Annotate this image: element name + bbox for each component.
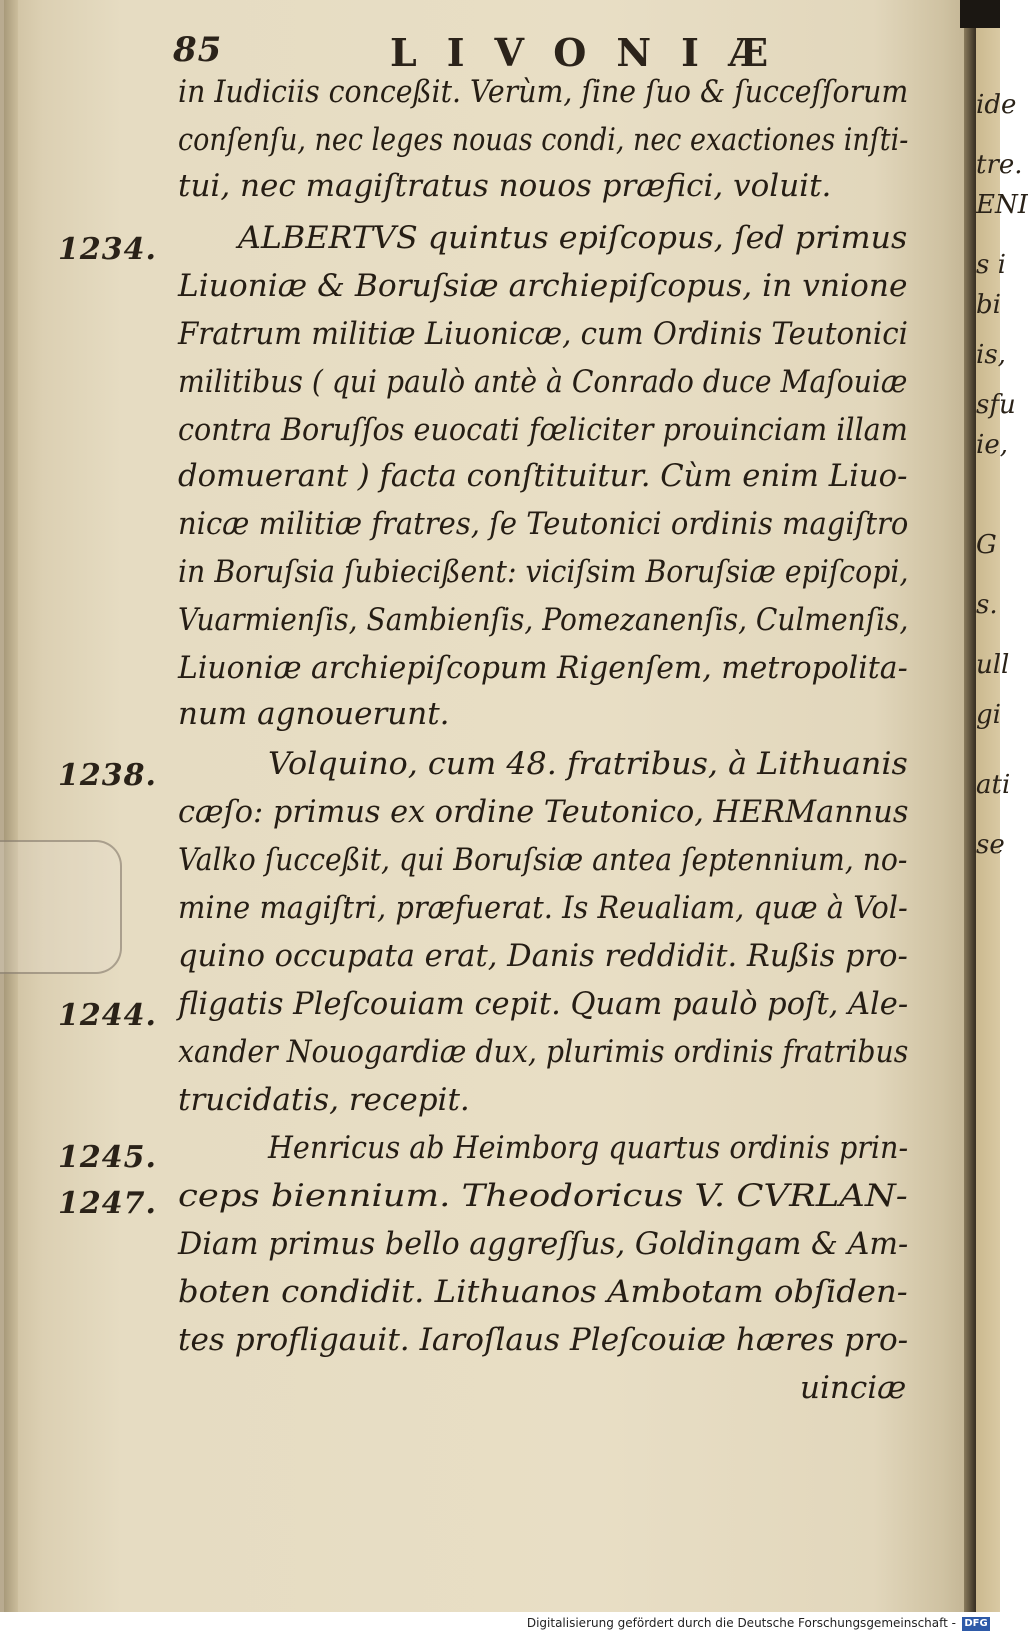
text-line: conſenſu, nec leges nouas condi, nec exactiones inſti- bbox=[178, 122, 909, 158]
facing-page-fragment: ENI bbox=[976, 190, 1028, 220]
page-number: 85 bbox=[173, 30, 223, 70]
facing-page-fragment: G bbox=[976, 530, 997, 560]
plastic-clip bbox=[0, 840, 122, 974]
facing-page-fragment: ull bbox=[976, 650, 1010, 680]
text-line: militibus ( qui paulò antè à Conrado duce Maſouiæ bbox=[178, 364, 908, 400]
page-edge bbox=[4, 0, 18, 1612]
margin-year: 1247. bbox=[58, 1186, 157, 1221]
facing-page-fragment: ati bbox=[976, 770, 1011, 800]
text-line: Liuoniæ & Boruſsiæ archiepiſcopus, in vnione bbox=[178, 268, 908, 304]
text-line: cæſo: primus ex ordine Teutonico, HERMannus bbox=[178, 794, 909, 830]
running-title: LIVONIÆ bbox=[390, 30, 799, 75]
text-line: Vuarmienſis, Sambienſis, Pomezanenſis, Culmenſis, bbox=[178, 602, 909, 638]
text-line: num agnouerunt. bbox=[178, 696, 450, 732]
text-line: tes profligauit. Iaroſlaus Pleſcouiæ hæres pro- bbox=[178, 1322, 909, 1358]
text-line: boten condidit. Lithuanos Ambotam obſiden- bbox=[178, 1274, 908, 1310]
text-line: contra Boruſſos euocati fœliciter prouinciam illam bbox=[178, 412, 908, 448]
facing-page-fragment: ie, bbox=[976, 430, 1008, 460]
dfg-logo: DFG bbox=[962, 1617, 990, 1631]
text-line: Volquino, cum 48. fratribus, à Lithuanis bbox=[268, 746, 908, 782]
text-line: in Iudiciis conceßit. Verùm, ſine ſuo & ſucceſſorum bbox=[178, 74, 909, 110]
facing-page-fragment: se bbox=[976, 830, 1005, 860]
text-line: quino occupata erat, Danis reddidit. Rußis pro- bbox=[178, 938, 908, 974]
facing-page-fragment: ide bbox=[976, 90, 1017, 120]
text-line: uinciæ bbox=[800, 1370, 907, 1406]
facing-page-fragment: s. bbox=[976, 590, 998, 620]
text-line: tui, nec magiſtratus nouos præfici, voluit. bbox=[178, 168, 832, 204]
facing-page-fragment: tre. bbox=[976, 150, 1023, 180]
running-head bbox=[0, 14, 1000, 75]
text-line: domuerant ) facta conſtituitur. Cùm enim Liuo- bbox=[178, 458, 908, 494]
margin-year: 1238. bbox=[58, 758, 157, 793]
margin-year: 1234. bbox=[58, 232, 157, 267]
text-line: ALBERTVS quintus epiſcopus, ſed primus bbox=[238, 220, 908, 256]
text-line: nicæ militiæ fratres, ſe Teutonici ordinis magiſtro bbox=[178, 506, 909, 542]
text-line: xander Nouogardiæ dux, plurimis ordinis fratribus bbox=[178, 1034, 909, 1070]
facing-page-fragment: gi bbox=[976, 700, 1001, 730]
margin-year: 1244. bbox=[58, 998, 157, 1033]
footer-bar bbox=[0, 1612, 1000, 1636]
margin-year: 1245. bbox=[58, 1140, 157, 1175]
facing-page-fragment: s i bbox=[976, 250, 1006, 280]
text-line: Henricus ab Heimborg quartus ordinis prin- bbox=[268, 1130, 909, 1166]
facing-page-fragment: bi bbox=[976, 290, 1001, 320]
text-line: Fratrum militiæ Liuonicæ, cum Ordinis Teutonici bbox=[178, 316, 908, 352]
facing-page-strip bbox=[976, 0, 1028, 1612]
footer-credit: Digitalisierung gefördert durch die Deutsche Forschungsgemeinschaft - bbox=[526, 1616, 956, 1630]
text-line: Liuoniæ archiepiſcopum Rigenſem, metropolita- bbox=[178, 650, 908, 686]
text-line: in Boruſsia ſubiecißent: viciſsim Boruſsiæ epiſcopi, bbox=[178, 554, 909, 590]
text-line: fligatis Pleſcouiam cepit. Quam paulò poſt, Ale- bbox=[178, 986, 909, 1022]
facing-page-fragment: is, bbox=[976, 340, 1006, 370]
text-line: mine magiſtri, præfuerat. Is Reualiam, quæ à Vol- bbox=[178, 890, 908, 926]
text-line: Diam primus bello aggreſſus, Goldingam & Am- bbox=[178, 1226, 909, 1262]
facing-page-fragment: sfu bbox=[976, 390, 1016, 420]
text-line: Valko ſucceßit, qui Boruſsiæ antea ſeptennium, no- bbox=[178, 842, 908, 878]
text-line: trucidatis, recepit. bbox=[178, 1082, 470, 1118]
text-line: ceps biennium. Theodoricus V. CVRLAN- bbox=[178, 1178, 908, 1214]
